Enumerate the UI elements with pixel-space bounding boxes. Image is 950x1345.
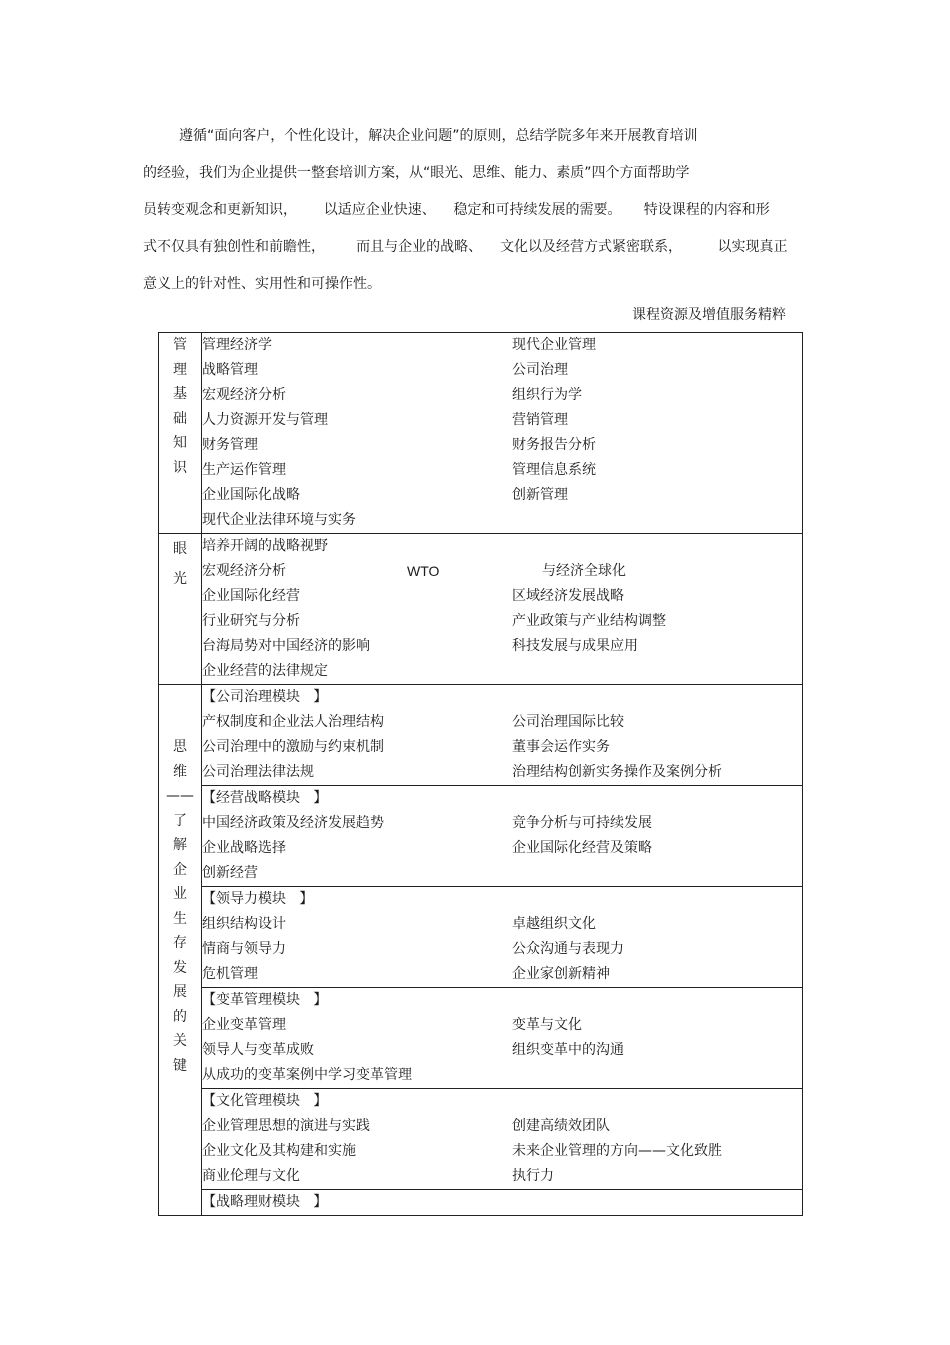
course-row: 创新经营 (202, 865, 258, 881)
intro-line: 员转变观念和更新知识， 以适应企业快速、 稳定和可持续发展的需要。 特设课程的内容和形 (143, 202, 770, 218)
module-title: 【变革管理模块 】 (202, 992, 328, 1008)
course-row: 财务管理 财务报告分析 (202, 437, 596, 453)
module-row (159, 1190, 803, 1216)
course-row: 台海局势对中国经济的影响 科技发展与成果应用 (202, 638, 638, 654)
category-label-thinking: 思 维 —— 了 解 企 业 生 存 发 展 的 关 键 (159, 685, 202, 1216)
intro-line: 式不仅具有独创性和前瞻性， 而且与企业的战略、 文化以及经营方式紧密联系， 以实现真正 (143, 239, 788, 255)
course-row: 企业变革管理 变革与文化 (202, 1017, 582, 1033)
category-label-basics: 管 理 基 础 知 识 (159, 333, 202, 534)
category-label-vision: 眼 光 (159, 534, 202, 685)
intro-paragraph (143, 118, 808, 303)
module-business-strategy (202, 786, 803, 887)
intro-line: 遵循“面向客户，个性化设计，解决企业问题”的原则，总结学院多年来开展教育培训 (179, 128, 698, 144)
section-vision (159, 534, 803, 685)
module-change-management (202, 988, 803, 1089)
intro-line: 的经验，我们为企业提供一整套培训方案，从“眼光、思维、能力、素质”四个方面帮助学 (143, 165, 690, 181)
course-row: 现代企业法律环境与实务 (202, 512, 356, 528)
course-row: 从成功的变革案例中学习变革管理 (202, 1067, 412, 1083)
module-title: 【文化管理模块 】 (202, 1093, 328, 1109)
course-row: 企业国际化战略 创新管理 (202, 487, 568, 503)
module-title: 【领导力模块 】 (202, 891, 314, 907)
course-list-vision (202, 534, 803, 685)
course-row: 企业国际化经营 区域经济发展战略 (202, 588, 624, 604)
module-row (159, 786, 803, 887)
module-title: 【战略理财模块 】 (202, 1194, 328, 1210)
course-row: 公司治理中的激励与约束机制 董事会运作实务 (202, 739, 610, 755)
course-row: 管理经济学 现代企业管理 (202, 337, 596, 353)
module-row (159, 887, 803, 988)
course-row: 培养开阔的战略视野 (202, 538, 328, 554)
course-row: 企业文化及其构建和实施 未来企业管理的方向——文化致胜 (202, 1143, 722, 1159)
module-culture-management (202, 1089, 803, 1190)
course-row: 产权制度和企业法人治理结构 公司治理国际比较 (202, 714, 624, 730)
course-list-basics (202, 333, 803, 534)
section-thinking (159, 685, 803, 786)
module-corporate-governance (202, 685, 803, 786)
module-row (159, 1089, 803, 1190)
course-table (158, 332, 803, 1216)
course-row: 领导人与变革成败 组织变革中的沟通 (202, 1042, 624, 1058)
course-row: 公司治理法律法规 治理结构创新实务操作及案例分析 (202, 764, 722, 780)
module-leadership (202, 887, 803, 988)
section-basics (159, 333, 803, 534)
intro-line: 意义上的针对性、实用性和可操作性。 (143, 276, 381, 292)
course-row: 行业研究与分析 产业政策与产业结构调整 (202, 613, 666, 629)
course-row: 情商与领导力 公众沟通与表现力 (202, 941, 624, 957)
course-row: 战略管理 公司治理 (202, 362, 568, 378)
module-strategic-finance (202, 1190, 803, 1216)
module-row (159, 988, 803, 1089)
course-row: 生产运作管理 管理信息系统 (202, 462, 596, 478)
course-row: 企业经营的法律规定 (202, 663, 328, 679)
module-title: 【公司治理模块 】 (202, 689, 328, 705)
table-caption: 课程资源及增值服务精粹 (632, 307, 786, 323)
course-row: 企业战略选择 企业国际化经营及策略 (202, 840, 652, 856)
module-title: 【经营战略模块 】 (202, 790, 328, 806)
course-row: 人力资源开发与管理 营销管理 (202, 412, 568, 428)
course-row: 商业伦理与文化 执行力 (202, 1168, 554, 1184)
course-row: 组织结构设计 卓越组织文化 (202, 916, 596, 932)
course-row: 危机管理 企业家创新精神 (202, 966, 610, 982)
course-row: 宏观经济分析 WTO 与经济全球化 (202, 563, 626, 579)
course-row: 企业管理思想的演进与实践 创建高绩效团队 (202, 1118, 610, 1134)
course-row: 中国经济政策及经济发展趋势 竞争分析与可持续发展 (202, 815, 652, 831)
course-row: 宏观经济分析 组织行为学 (202, 387, 582, 403)
